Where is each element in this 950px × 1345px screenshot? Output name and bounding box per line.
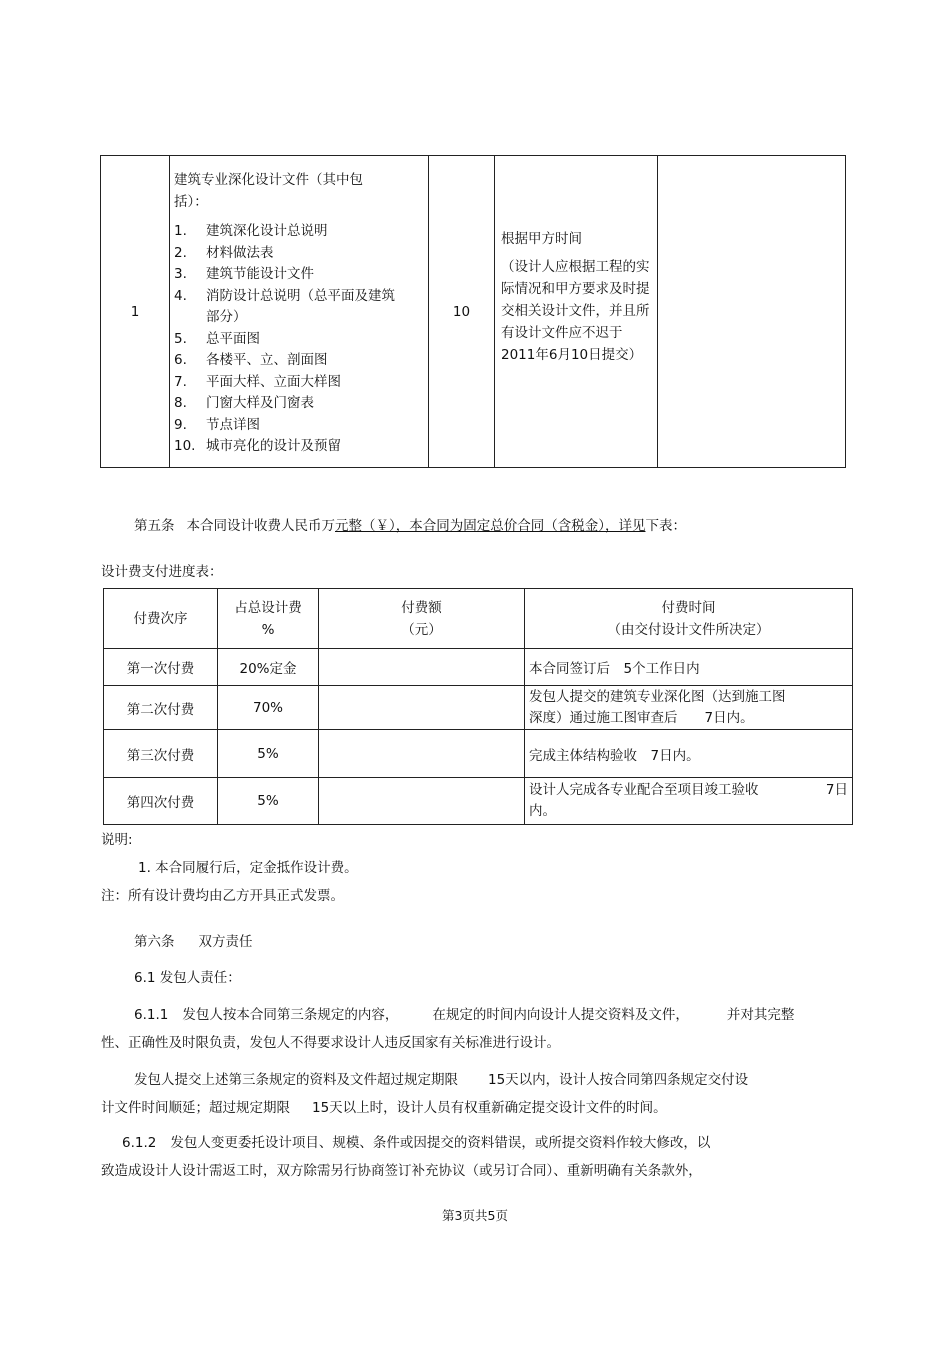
page-number: 第3页共5页	[442, 1208, 508, 1223]
payment-time: 本合同签订后 5个工作日内	[525, 649, 853, 686]
list-item: 2. 材料做法表	[174, 244, 274, 261]
payment-percent: 20%定金	[218, 649, 319, 686]
article6-heading: 第六条 双方责任	[134, 934, 253, 950]
header-percent: 占总设计费 %	[218, 589, 319, 649]
payment-amount	[319, 778, 525, 825]
list-item: 1. 建筑深化设计总说明	[174, 223, 328, 239]
section-6-1-1-line1: 6.1.1 发包人按本合同第三条规定的内容， 在规定的时间内向设计人提交资料及文件， 并对其完整	[134, 1007, 795, 1023]
table-row	[104, 686, 853, 730]
payment-amount	[319, 686, 525, 730]
table-header-row	[104, 589, 853, 649]
payment-percent: 5%	[218, 730, 319, 778]
remark	[658, 156, 846, 468]
payment-table	[103, 588, 853, 825]
delivery-time-line2: （设计人应根据工程的实际情况和甲方要求及时提交相关设计文件，并且所有设计文件应不迟于 2011年6月10日提交）	[501, 259, 650, 363]
payment-order: 第四次付费	[104, 778, 218, 825]
list-item: 3. 建筑节能设计文件	[174, 266, 314, 282]
section-6-1-2-line2: 致造成设计人设计需返工时，双方除需另行协商签订补充协议（或另订合同）、重新明确有关条款外，	[101, 1163, 702, 1179]
deliverable-title-line1: 建筑专业深化设计文件（其中包	[174, 172, 363, 188]
payment-order: 第三次付费	[104, 730, 218, 778]
payment-percent: 70%	[218, 686, 319, 730]
deliverable-content	[170, 156, 429, 468]
notes-label: 说明:	[101, 832, 133, 848]
payment-time: 设计人完成各专业配合至项目竣工验收 7日 内。	[525, 778, 853, 825]
section-6-1-1-line2: 性、正确性及时限负责，发包人不得要求设计人违反国家有关标准进行设计。	[101, 1035, 560, 1051]
paragraph2-line2: 计文件时间顺延；超过规定期限 15天以上时，设计人员有权重新确定提交设计文件的时间。	[101, 1100, 667, 1116]
table-row	[101, 156, 846, 468]
quantity: 10	[429, 156, 495, 468]
delivery-time-line1: 根据甲方时间	[501, 231, 582, 247]
list-item: 4. 消防设计总说明（总平面及建筑部分）	[174, 287, 395, 325]
table-row	[104, 649, 853, 686]
article5-text-c: 下表：	[645, 518, 686, 534]
header-amount: 付费额 （元）	[319, 589, 525, 649]
payment-amount	[319, 649, 525, 686]
delivery-time	[495, 156, 658, 468]
notes-item1: 1. 本合同履行后，定金抵作设计费。	[138, 860, 358, 876]
article5-text-a: 本合同设计收费人民币万	[186, 518, 335, 534]
list-item: 10. 城市亮化的设计及预留	[174, 438, 341, 454]
section-6-1: 6.1 发包人责任：	[134, 970, 241, 986]
table-row	[104, 730, 853, 778]
list-item: 6. 各楼平、立、剖面图	[174, 352, 328, 368]
section-6-1-2-line1: 6.1.2 发包人变更委托设计项目、规模、条件或因提交的资料错误，或所提交资料作较大修改，以	[122, 1135, 711, 1151]
row-number: 1	[101, 156, 170, 468]
paragraph2-line1: 发包人提交上述第三条规定的资料及文件超过规定期限 15天以内，设计人按合同第四条规定交付设	[134, 1072, 749, 1088]
payment-time: 发包人提交的建筑专业深化图（达到施工图 深度）通过施工图审查后 7日内。	[525, 686, 853, 730]
payment-percent: 5%	[218, 778, 319, 825]
deliverable-title-line2: 括）：	[174, 193, 208, 210]
header-order: 付费次序	[104, 589, 218, 649]
article5-lead: 第五条	[134, 518, 175, 534]
list-item: 7. 平面大样、立面大样图	[174, 373, 341, 390]
payment-order: 第二次付费	[104, 686, 218, 730]
payment-table-title: 设计费支付进度表：	[101, 564, 223, 580]
payment-order: 第一次付费	[104, 649, 218, 686]
notes-note: 注：所有设计费均由乙方开具正式发票。	[101, 888, 344, 904]
header-time: 付费时间 （由交付设计文件所决定）	[525, 589, 853, 649]
table-row	[104, 778, 853, 825]
payment-time: 完成主体结构验收 7日内。	[525, 730, 853, 778]
article5-line	[134, 514, 686, 534]
list-item: 5. 总平面图	[174, 330, 260, 347]
payment-amount	[319, 730, 525, 778]
article5-text-b: 元整（￥），本合同为固定总价合同（含税金），详见	[335, 518, 646, 534]
list-item: 8. 门窗大样及门窗表	[174, 395, 314, 411]
deliverables-table	[100, 155, 846, 468]
list-item: 9. 节点详图	[174, 416, 260, 433]
